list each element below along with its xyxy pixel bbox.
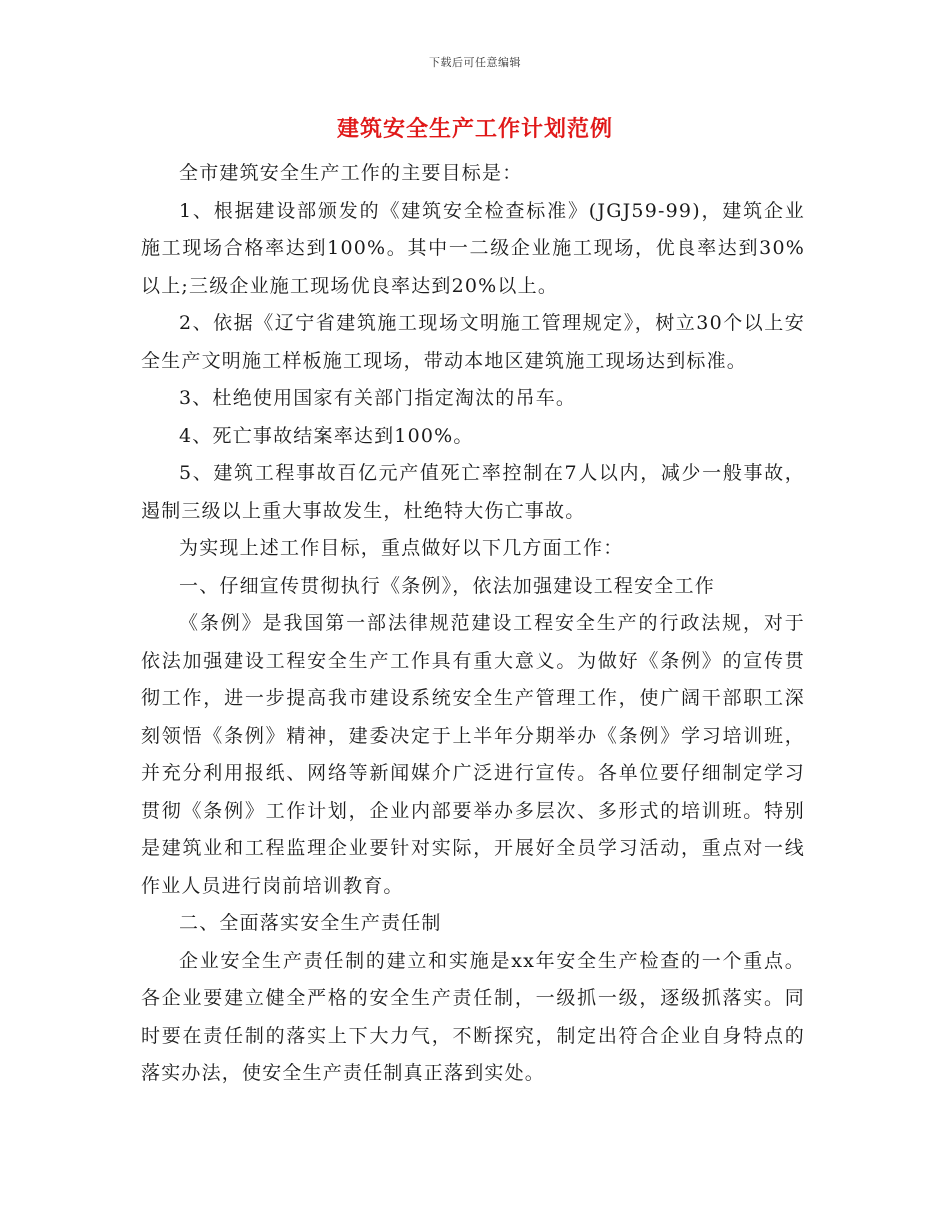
paragraph-goal-4: 4、死亡事故结案率达到100%。 (179, 424, 474, 447)
section-heading-2: 二、全面落实安全生产责任制 (179, 912, 442, 934)
paragraph-goal-1: 1、根据建设部颁发的《建筑安全检查标准》(JGJ59-99)，建筑企业施工现场合格率达到100%。其中一二级企业施工现场，优良率达到30%以上;三级企业施工现场优良率达到20%以上。 (141, 199, 805, 297)
paragraph-section-1: 《条例》是我国第一部法律规范建设工程安全生产的行政法规，对于依法加强建设工程安全生产工作具有重大意义。为做好《条例》的宣传贯彻工作，进一步提高我市建设系统安全生产管理工作，使广阔干部职工深刻领悟《条例》精神，建委决定于上半年分期举办《条例》学习培训班，并充分利用报纸、网络等新闻媒介广泛进行宣传。各单位要仔细制定学习贯彻《条例》工作计划，企业内部要举办多层次、多形式的培训班。特别是建筑业和工程监理企业要针对实际，开展好全员学习活动，重点对一线作业人员进行岗前培训教育。 (141, 612, 805, 897)
section-heading-1: 一、仔细宣传贯彻执行《条例》，依法加强建设工程安全工作 (179, 574, 715, 597)
header-note: 下载后可任意编辑 (429, 56, 521, 69)
paragraph-goal-3: 3、杜绝使用国家有关部门指定淘汰的吊车。 (179, 387, 577, 409)
paragraph-goal-2: 2、依据《辽宁省建筑施工现场文明施工管理规定》，树立30个以上安全生产文明施工样板施工现场，带动本地区建筑施工现场达到标准。 (141, 312, 805, 372)
paragraph-goal-5: 5、建筑工程事故百亿元产值死亡率控制在7人以内，减少一般事故，遏制三级以上重大事故发生，杜绝特大伤亡事故。 (141, 462, 805, 522)
paragraph-section-2: 企业安全生产责任制的建立和实施是xx年安全生产检查的一个重点。各企业要建立健全严格的安全生产责任制，一级抓一级，逐级抓落实。同时要在责任制的落实上下大力气，不断探究，制定出符合企业自身特点的落实办法，使安全生产责任制真正落到实处。 (141, 949, 805, 1084)
paragraph-intro: 全市建筑安全生产工作的主要目标是： (179, 162, 523, 184)
document-title: 建筑安全生产工作计划范例 (336, 116, 613, 142)
document-body (141, 155, 805, 1093)
paragraph-tasks-intro: 为实现上述工作目标，重点做好以下几方面工作： (179, 537, 624, 559)
